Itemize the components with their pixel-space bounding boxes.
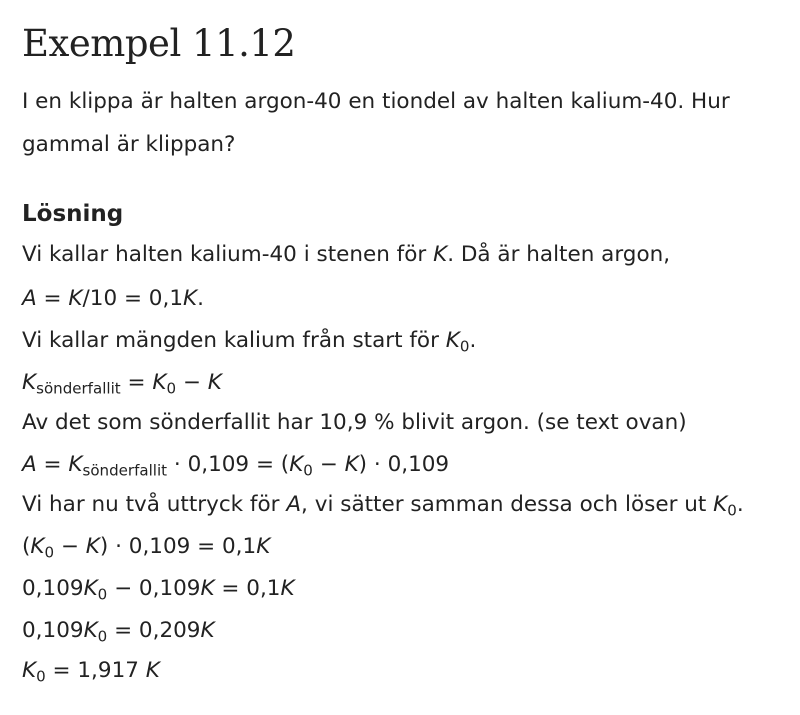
text: 0,109 <box>22 618 84 643</box>
variable: K <box>344 452 359 477</box>
variable: K <box>713 492 728 517</box>
text: Vi kallar halten kalium-40 i stenen för <box>22 242 434 267</box>
variable: K <box>30 534 45 559</box>
solution-line-3 <box>22 322 476 360</box>
question-text: I en klippa är halten argon-40 en tiondel av halten kalium-40. Hur gammal är klippan? <box>22 89 730 157</box>
solution-line-2 <box>22 280 204 318</box>
text: Av det som sönderfallit har 10,9 % blivit argon. (se text ovan) <box>22 410 687 435</box>
subscript: 0 <box>36 667 46 686</box>
subscript: sönderfallit <box>82 461 168 480</box>
solution-line-6 <box>22 446 449 484</box>
solution-line-7 <box>22 486 744 524</box>
text: ) · 0,109 <box>358 452 450 477</box>
text: = <box>36 452 69 477</box>
text: = 0,1 <box>214 576 281 601</box>
variable: A <box>22 452 37 477</box>
text: Vi kallar mängden kalium från start för <box>22 328 446 353</box>
variable: K <box>22 658 37 683</box>
text: − <box>54 534 86 559</box>
variable: K <box>68 286 83 311</box>
variable: A <box>286 492 302 517</box>
text: ) · 0,109 = 0,1 <box>99 534 257 559</box>
subscript: 0 <box>727 501 737 520</box>
text: /10 = 0,1 <box>82 286 183 311</box>
variable: K <box>22 370 37 395</box>
text: . Då är halten argon, <box>447 242 671 267</box>
variable: K <box>445 328 460 353</box>
variable: K <box>152 370 167 395</box>
text: , vi sätter samman dessa och löser ut <box>301 492 714 517</box>
solution-heading: Lösning <box>22 201 124 227</box>
variable: K <box>83 618 98 643</box>
text: = <box>120 370 153 395</box>
text: . <box>197 286 204 311</box>
subscript: 0 <box>459 337 470 356</box>
text: = 0,209 <box>107 618 201 643</box>
text: = <box>36 286 69 311</box>
text: · 0,109 = ( <box>167 452 290 477</box>
variable: K <box>289 452 304 477</box>
text: − <box>312 452 345 477</box>
text: . <box>469 328 477 353</box>
variable: K <box>85 534 100 559</box>
variable: K <box>280 576 295 601</box>
text: . <box>736 492 744 517</box>
solution-line-4 <box>22 364 222 402</box>
text: − 0,109 <box>107 576 201 601</box>
solution-line-1 <box>22 236 670 274</box>
solution-line-9 <box>22 570 295 608</box>
solution-line-5 <box>22 404 687 442</box>
text: Vi har nu två uttryck för <box>22 492 287 517</box>
variable: K <box>200 618 215 643</box>
variable: K <box>200 576 215 601</box>
variable: K <box>68 452 83 477</box>
variable: K <box>83 576 98 601</box>
subscript: 0 <box>166 379 177 398</box>
solution-line-11 <box>22 652 160 690</box>
variable: A <box>22 286 37 311</box>
text: ( <box>22 534 31 559</box>
subscript: 0 <box>97 585 108 604</box>
text: = 1,917 <box>45 658 146 683</box>
subscript: sönderfallit <box>36 379 121 398</box>
variable: K <box>145 658 160 683</box>
variable: K <box>183 286 198 311</box>
solution-line-8 <box>22 528 270 566</box>
variable: K <box>433 242 448 267</box>
subscript: 0 <box>97 627 108 646</box>
variable: K <box>207 370 222 395</box>
text: 0,109 <box>22 576 84 601</box>
subscript: 0 <box>44 543 55 562</box>
subscript: 0 <box>303 461 313 480</box>
example-title: Exempel 11.12 <box>22 22 296 65</box>
solution-line-10 <box>22 612 215 650</box>
variable: K <box>256 534 271 559</box>
text: − <box>176 370 208 395</box>
